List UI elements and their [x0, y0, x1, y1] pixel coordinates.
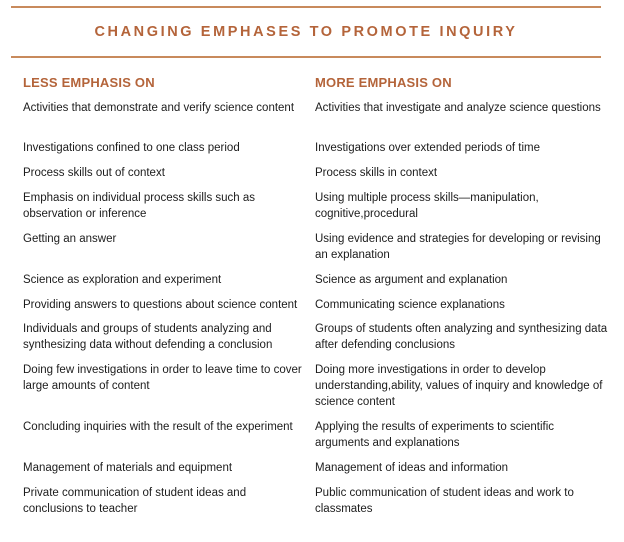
less-emphasis-item: Individuals and groups of students analyzing and synthesizing data without defending a conclusion [23, 323, 273, 351]
less-emphasis-item: Private communication of student ideas and conclusions to teacher [23, 487, 247, 515]
less-emphasis-item: Concluding inquiries with the result of the experiment [23, 421, 293, 433]
more-emphasis-item: Science as argument and explanation [315, 274, 508, 286]
less-emphasis-header: LESS EMPHASIS ON [23, 75, 155, 90]
less-emphasis-item: Getting an answer [23, 233, 117, 245]
page-title: CHANGING EMPHASES TO PROMOTE INQUIRY [94, 24, 518, 40]
less-emphasis-item: Activities that demonstrate and verify science content [23, 102, 295, 114]
more-emphasis-item: Activities that investigate and analyze science questions [315, 102, 601, 114]
less-emphasis-item: Investigations confined to one class period [23, 142, 240, 154]
more-emphasis-item: Communicating science explanations [315, 299, 505, 311]
more-emphasis-item: Using multiple process skills—manipulation, cognitive,procedural [315, 192, 539, 220]
less-emphasis-item: Providing answers to questions about science content [23, 299, 298, 311]
less-emphasis-item: Emphasis on individual process skills such as observation or inference [23, 192, 256, 220]
more-emphasis-item: Investigations over extended periods of time [315, 142, 541, 154]
more-emphasis-item: Management of ideas and information [315, 462, 509, 474]
more-emphasis-item: Applying the results of experiments to scientific arguments and explanations [315, 421, 555, 449]
less-emphasis-item: Doing few investigations in order to leave time to cover large amounts of content [23, 364, 302, 392]
more-emphasis-item: Using evidence and strategies for developing or revising an explanation [315, 233, 601, 261]
more-emphasis-item: Doing more investigations in order to develop understanding,ability, values of inquiry and knowledge of science content [315, 364, 603, 408]
less-emphasis-item: Management of materials and equipment [23, 462, 233, 474]
title-rule [11, 56, 601, 58]
less-emphasis-item: Science as exploration and experiment [23, 274, 222, 286]
less-emphasis-item: Process skills out of context [23, 167, 165, 179]
more-emphasis-item: Public communication of student ideas and work to classmates [315, 487, 574, 515]
more-emphasis-header: MORE EMPHASIS ON [315, 75, 452, 90]
top-rule [11, 6, 601, 8]
more-emphasis-item: Process skills in context [315, 167, 438, 179]
more-emphasis-item: Groups of students often analyzing and synthesizing data after defending conclusions [315, 323, 608, 351]
